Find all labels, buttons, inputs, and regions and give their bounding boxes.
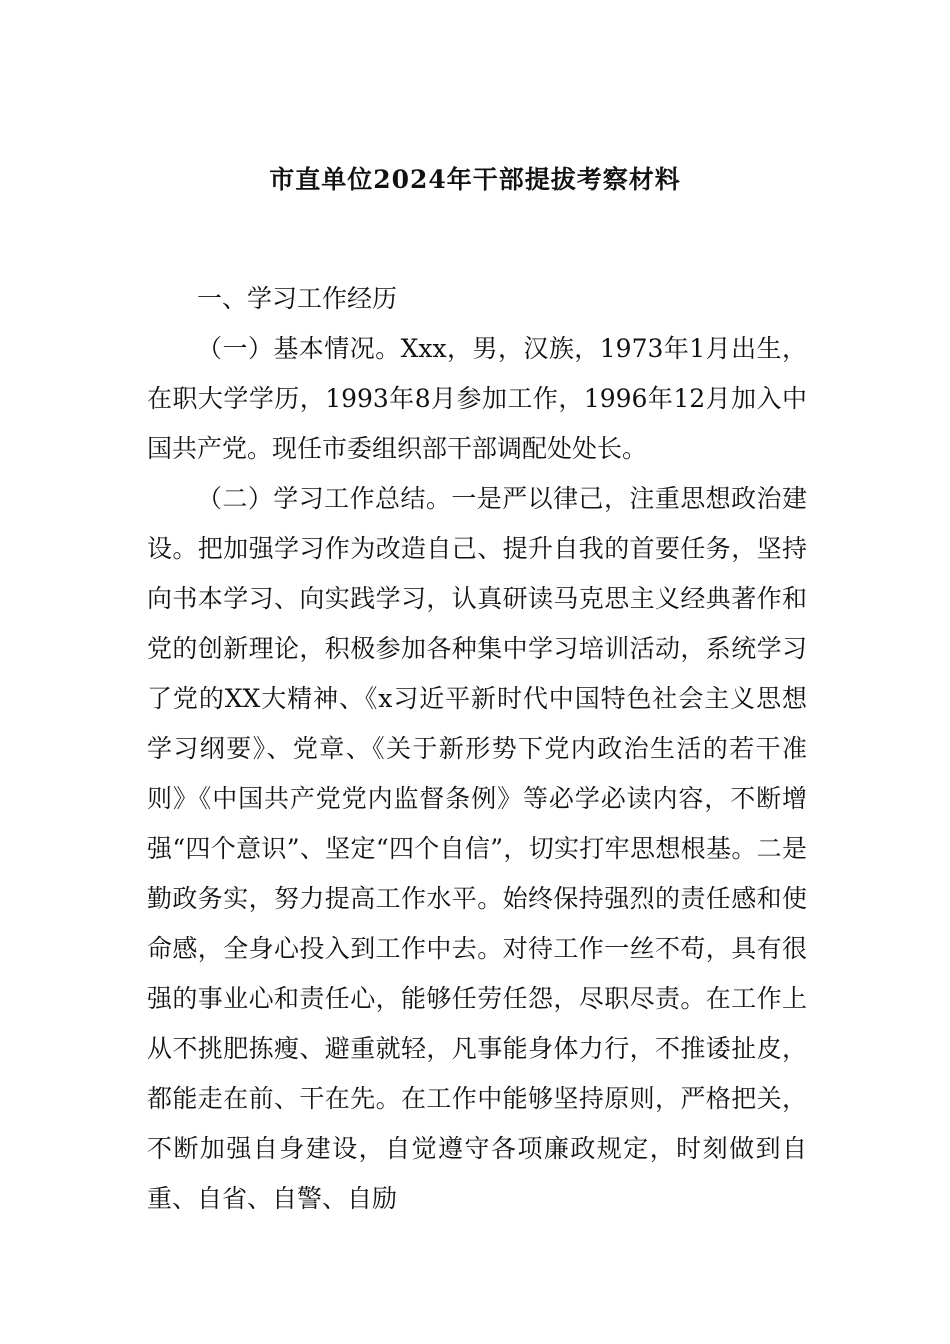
- paragraph-work-summary: （二）学习工作总结。一是严以律己，注重思想政治建设。把加强学习作为改造自己、提升自我的首要任务，坚持向书本学习、向实践学习，认真研读马克思主义经典著作和党的创新理论，积极参加各种集中学习培训活动，系统学习了党的XX大精神、《x习近平新时代中国特色社会主义思想学习纲要》、党章、《关于新形势下党内政治生活的若干准则》《中国共产党党内监督条例》等必学必读内容，不断增强“四个意识”、坚定“四个自信”，切实打牢思想根基。二是勤政务实，努力提高工作水平。始终保持强烈的责任感和使命感，全身心投入到工作中去。对待工作一丝不苟，具有很强的事业心和责任心，能够任劳任怨，尽职尽责。在工作上从不挑肥拣瘦、避重就轻，凡事能身体力行，不推诿扯皮，都能走在前、干在先。在工作中能够坚持原则，严格把关，不断加强自身建设，自觉遵守各项廉政规定，时刻做到自重、自省、自警、自励: [147, 484, 807, 1213]
- paragraph-basic-info: （一）基本情况。Xxx，男，汉族，1973年1月出生，在职大学学历，1993年8月参加工作，1996年12月加入中国共产党。现任市委组织部干部调配处处长。: [147, 334, 807, 463]
- section-heading: 一、学习工作经历: [197, 284, 398, 313]
- document-body: [147, 274, 807, 1224]
- document-title: 市直单位2024年干部提拔考察材料: [269, 165, 681, 194]
